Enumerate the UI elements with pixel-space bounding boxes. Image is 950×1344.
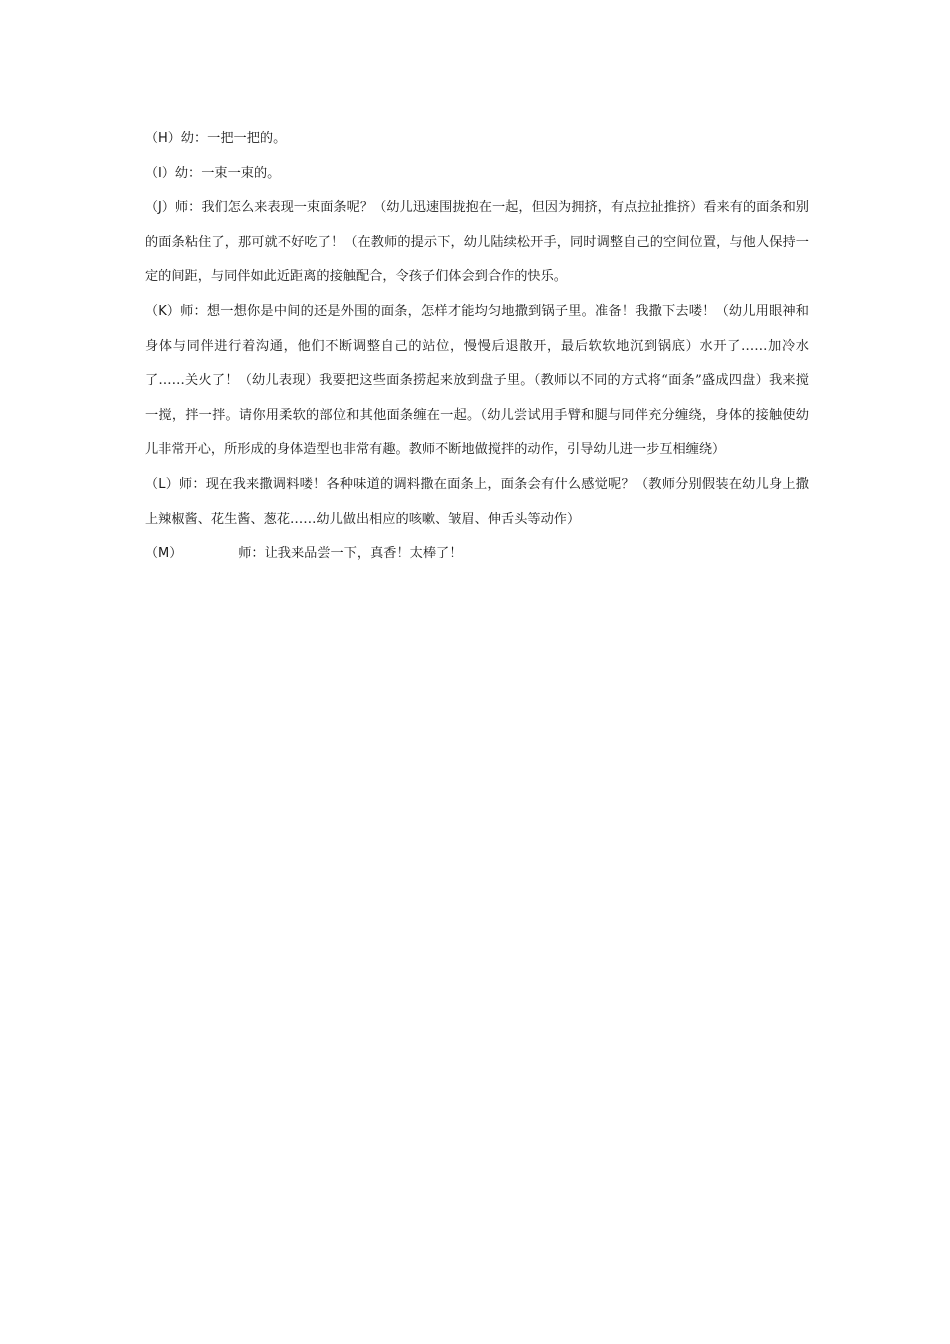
paragraph-j <box>145 191 809 295</box>
paragraph-text: 师：想一想你是中间的还是外围的面条，怎样才能均匀地撒到锅子里。准备！我撒下去喽！（幼儿用眼神和身体与同伴进行着沟通，他们不断调整自己的站位，慢慢后退散开，最后软软地沉到锅底）水开了……加冷水了……关火了！（幼儿表现）我要把这些面条捞起来放到盘子里。（教师以不同的方式将“面条”盛成四盘）我来搅一搅，拌一拌。请你用柔软的部位和其他面条缠在一起。（幼儿尝试用手臂和腿与同伴充分缠绕，身体的接触使幼儿非常开心，所形成的身体造型也非常有趣。教师不断地做搅拌的动作，引导幼儿进一步互相缠绕） <box>145 303 809 458</box>
paragraph-tag: （I） <box>145 165 175 181</box>
paragraph-tag: （J） <box>145 200 175 216</box>
paragraph-l <box>145 468 809 537</box>
paragraph-tag: （L） <box>145 476 179 492</box>
paragraph-tag: （K） <box>145 303 181 319</box>
paragraph-h <box>145 122 809 157</box>
paragraph-m <box>145 537 809 572</box>
paragraph-text: 幼：一束一束的。 <box>174 165 281 181</box>
paragraph-tag: （M） <box>145 546 183 562</box>
paragraph-tag: （H） <box>145 131 181 146</box>
document-body <box>145 122 809 572</box>
paragraph-text: 师：我们怎么来表现一束面条呢？（幼儿迅速围拢抱在一起，但因为拥挤，有点拉扯推挤）看来有的面条和别的面条粘住了，那可就不好吃了！（在教师的提示下，幼儿陆续松开手，同时调整自己的空间位置，与他人保持一定的间距，与同伴如此近距离的接触配合，令孩子们体会到合作的快乐。 <box>145 200 809 285</box>
paragraph-text: 师：让我来品尝一下，真香！太棒了！ <box>238 546 463 562</box>
paragraph-text: 幼：一把一把的。 <box>180 131 287 146</box>
paragraph-text: 师：现在我来撒调料喽！各种味道的调料撒在面条上，面条会有什么感觉呢？（教师分别假装在幼儿身上撒上辣椒酱、花生酱、葱花……幼儿做出相应的咳嗽、皱眉、伸舌头等动作） <box>145 476 809 527</box>
paragraph-k <box>145 295 809 468</box>
paragraph-i <box>145 157 809 192</box>
